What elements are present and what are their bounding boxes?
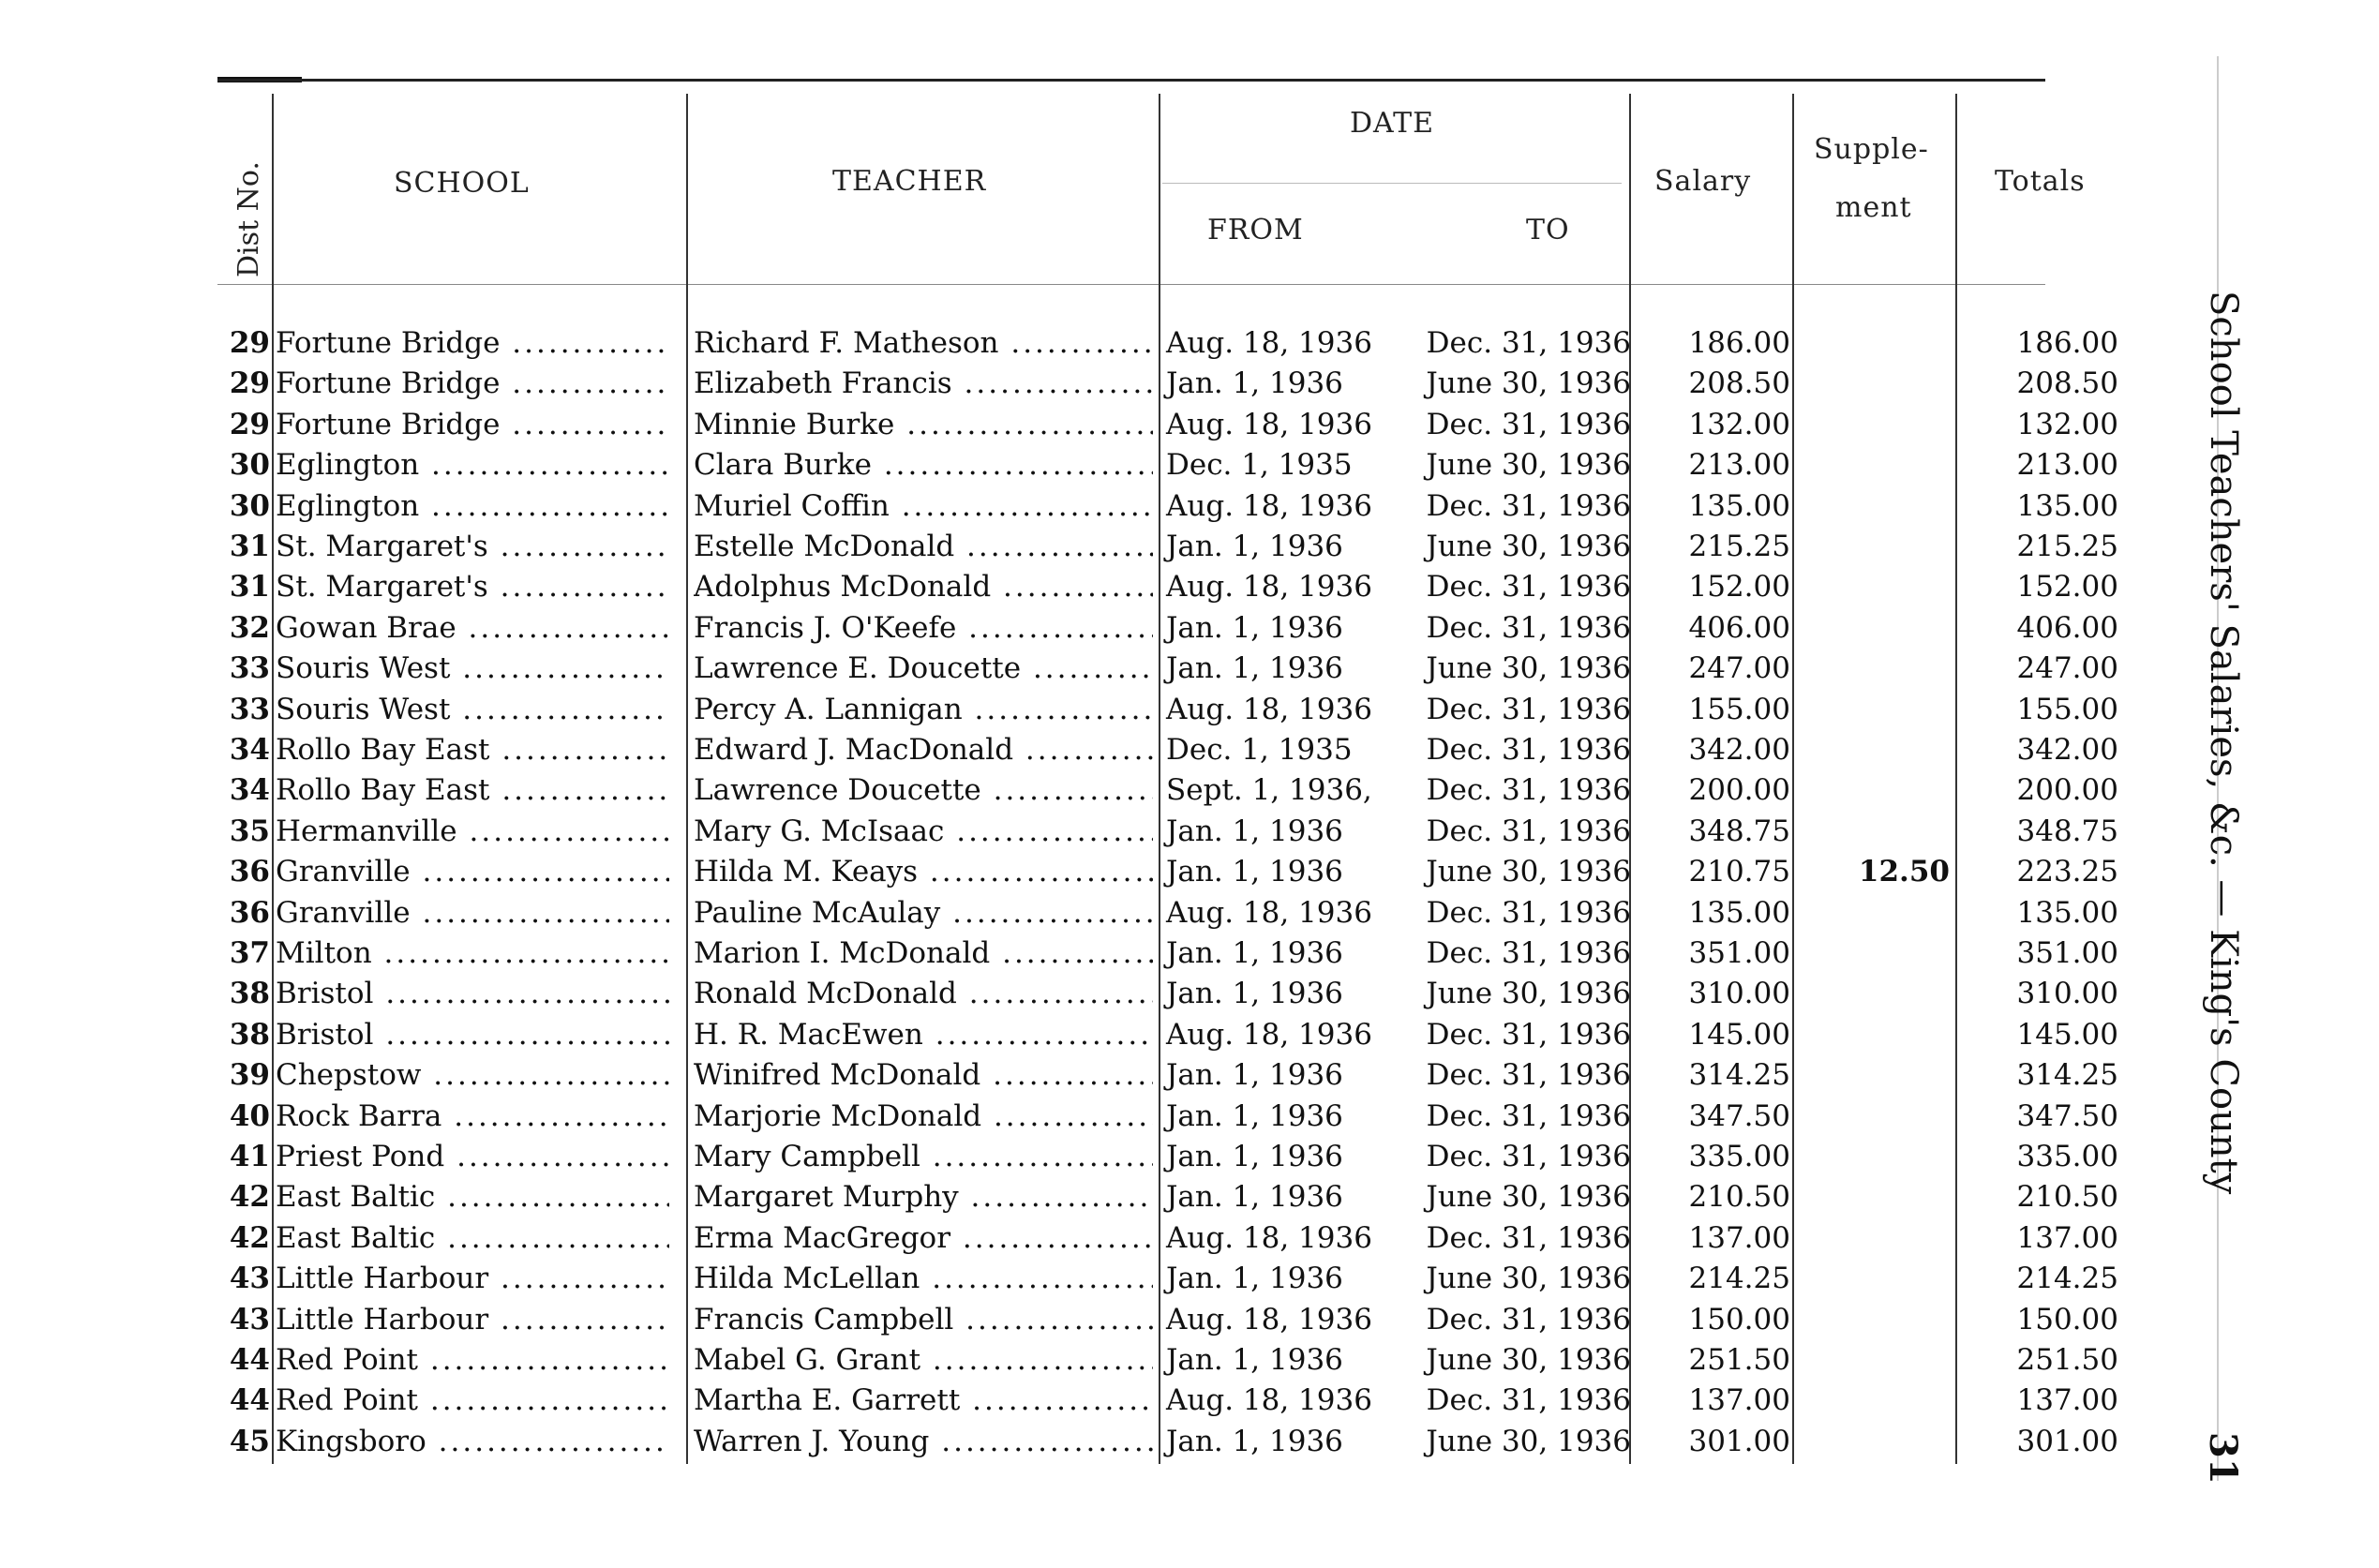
school-cell: Rollo Bay East ..... [276,730,669,770]
dist-no-cell: 33 [229,692,270,726]
dist-no-cell: 35 [229,814,270,848]
teacher-cell: Muriel Coffin ..... [694,486,1153,527]
date-to-cell: Dec. 31, 1936 [1426,895,1631,930]
table-row [0,486,2156,527]
date-to-cell: Dec. 31, 1936 [1426,610,1631,645]
total-cell: 214.25 [2016,1262,2118,1296]
teacher-cell: Lawrence E. Doucette ..... [694,649,1153,689]
dist-no-cell: 32 [229,610,270,645]
salary-cell: 247.00 [1688,651,1790,686]
date-to-cell: Dec. 31, 1936 [1426,1098,1631,1133]
salary-cell: 210.75 [1688,855,1790,889]
school-cell: Granville ..... [276,893,669,933]
total-cell: 200.00 [2016,773,2118,808]
school-cell: East Baltic ..... [276,1177,669,1217]
date-from-cell: Jan. 1, 1936 [1166,1180,1343,1215]
salary-cell: 135.00 [1688,895,1790,930]
table-row [0,1259,2156,1299]
date-to-cell: June 30, 1936 [1426,1424,1631,1458]
teacher-cell: Erma MacGregor ..... [694,1218,1153,1259]
total-cell: 347.50 [2016,1098,2118,1133]
total-cell: 145.00 [2016,1017,2118,1052]
header-supplement-2: ment [1835,191,1912,224]
date-to-cell: June 30, 1936 [1426,855,1631,889]
header-to: TO [1526,214,1570,246]
teacher-cell: Ronald McDonald ..... [694,974,1153,1014]
header-supplement-1: Supple- [1814,133,1929,166]
salary-cell: 301.00 [1688,1424,1790,1458]
total-cell: 223.25 [2016,855,2118,889]
dist-no-cell: 43 [229,1262,270,1296]
school-cell: Chepstow ..... [276,1055,669,1096]
dist-no-cell: 42 [229,1220,270,1255]
total-cell: 406.00 [2016,610,2118,645]
table-row [0,1097,2156,1137]
salary-cell: 152.00 [1688,570,1790,605]
total-cell: 213.00 [2016,448,2118,483]
date-to-cell: Dec. 31, 1936 [1426,1140,1631,1173]
dist-no-cell: 37 [229,936,270,970]
dist-no-cell: 38 [229,1017,270,1052]
date-from-cell: Jan. 1, 1936 [1166,366,1343,401]
table-row [0,1137,2156,1177]
date-to-cell: Dec. 31, 1936 [1426,692,1631,726]
table-row [0,364,2156,404]
table-row [0,770,2156,811]
dist-no-cell: 42 [229,1180,270,1215]
date-from-cell: Aug. 18, 1936 [1166,1302,1372,1337]
dist-no-cell: 36 [229,855,270,889]
school-cell: Little Harbour ..... [276,1259,669,1299]
dist-no-cell: 29 [229,407,270,441]
date-from-cell: Jan. 1, 1936 [1166,1343,1343,1377]
dist-no-cell: 34 [229,773,270,808]
total-cell: 137.00 [2016,1220,2118,1255]
total-cell: 314.25 [2016,1058,2118,1093]
salary-cell: 208.50 [1688,366,1790,401]
dist-no-cell: 29 [229,326,270,360]
date-from-cell: Sept. 1, 1936, [1166,773,1372,808]
date-to-cell: June 30, 1936 [1426,366,1631,401]
dist-no-cell: 30 [229,488,270,523]
dist-no-cell: 45 [229,1424,270,1458]
date-from-cell: Jan. 1, 1936 [1166,855,1343,889]
date-to-cell: Dec. 31, 1936 [1426,488,1631,523]
table-row [0,974,2156,1014]
total-cell: 348.75 [2016,814,2118,848]
school-cell: Gowan Brae ..... [276,608,669,649]
dist-no-cell: 43 [229,1302,270,1337]
dist-no-cell: 34 [229,733,270,767]
school-cell: Fortune Bridge ..... [276,405,669,445]
date-from-cell: Aug. 18, 1936 [1166,1220,1372,1255]
date-from-cell: Aug. 18, 1936 [1166,895,1372,930]
date-from-cell: Aug. 18, 1936 [1166,326,1372,360]
table-row [0,933,2156,974]
date-to-cell: Dec. 31, 1936 [1426,1302,1631,1337]
table-row [0,730,2156,770]
school-cell: Eglington ..... [276,445,669,485]
date-to-cell: Dec. 31, 1936 [1426,326,1631,360]
date-to-cell: Dec. 31, 1936 [1426,1220,1631,1255]
school-cell: Fortune Bridge ..... [276,323,669,364]
table-row [0,527,2156,567]
date-to-cell: June 30, 1936 [1426,1262,1631,1296]
salary-cell: 251.50 [1688,1343,1790,1377]
salary-cell: 132.00 [1688,407,1790,441]
total-cell: 251.50 [2016,1343,2118,1377]
table-row [0,1300,2156,1340]
header-dist-no: Dist No. [232,161,265,277]
school-cell: Fortune Bridge ..... [276,364,669,404]
school-cell: Red Point ..... [276,1381,669,1421]
total-cell: 208.50 [2016,366,2118,401]
date-to-cell: June 30, 1936 [1426,1180,1631,1215]
date-to-cell: Dec. 31, 1936 [1426,1058,1631,1093]
teacher-cell: Mary G. McIsaac ..... [694,812,1153,852]
table-row [0,323,2156,364]
date-from-cell: Aug. 18, 1936 [1166,692,1372,726]
salary-cell: 348.75 [1688,814,1790,848]
teacher-cell: Mary Campbell ..... [694,1137,1153,1177]
salary-cell: 150.00 [1688,1302,1790,1337]
school-cell: Red Point ..... [276,1340,669,1381]
dist-no-cell: 31 [229,530,270,563]
date-from-cell: Jan. 1, 1936 [1166,1140,1343,1173]
date-from-cell: Jan. 1, 1936 [1166,977,1343,1011]
school-cell: Milton ..... [276,933,669,974]
date-from-cell: Jan. 1, 1936 [1166,1058,1343,1093]
date-to-cell: Dec. 31, 1936 [1426,407,1631,441]
teacher-cell: Adolphus McDonald ..... [694,567,1153,607]
teacher-cell: Marjorie McDonald ..... [694,1097,1153,1137]
date-to-cell: Dec. 31, 1936 [1426,773,1631,808]
total-cell: 210.50 [2016,1180,2118,1215]
date-to-cell: June 30, 1936 [1426,1343,1631,1377]
date-from-cell: Jan. 1, 1936 [1166,936,1343,970]
date-rule [1162,183,1622,184]
total-cell: 132.00 [2016,407,2118,441]
table-row [0,690,2156,730]
date-from-cell: Aug. 18, 1936 [1166,1017,1372,1052]
school-cell: Eglington ..... [276,486,669,527]
school-cell: Souris West ..... [276,690,669,730]
school-cell: Bristol ..... [276,1015,669,1055]
teacher-cell: Elizabeth Francis ..... [694,364,1153,404]
salary-cell: 310.00 [1688,977,1790,1011]
salary-cell: 200.00 [1688,773,1790,808]
header-school: SCHOOL [394,167,530,200]
table-row [0,649,2156,689]
salary-cell: 210.50 [1688,1180,1790,1215]
salary-cell: 347.50 [1688,1098,1790,1133]
salary-cell: 137.00 [1688,1383,1790,1418]
date-from-cell: Aug. 18, 1936 [1166,407,1372,441]
total-cell: 335.00 [2016,1140,2118,1173]
date-to-cell: June 30, 1936 [1426,977,1631,1011]
salary-cell: 186.00 [1688,326,1790,360]
date-from-cell: Jan. 1, 1936 [1166,651,1343,686]
header-totals: Totals [1995,165,2086,198]
teacher-cell: H. R. MacEwen ..... [694,1015,1153,1055]
header-salary: Salary [1654,165,1752,198]
school-cell: Rock Barra ..... [276,1097,669,1137]
teacher-cell: Hilda McLellan ..... [694,1259,1153,1299]
table-row [0,1218,2156,1259]
school-cell: St. Margaret's ..... [276,567,669,607]
salary-cell: 137.00 [1688,1220,1790,1255]
dist-no-cell: 44 [229,1383,270,1418]
date-from-cell: Jan. 1, 1936 [1166,530,1343,563]
header-rule [217,284,2045,285]
table-row [0,608,2156,649]
table-row [0,567,2156,607]
salary-cell: 335.00 [1688,1140,1790,1173]
teacher-cell: Lawrence Doucette ..... [694,770,1153,811]
table-row [0,852,2156,892]
date-to-cell: Dec. 31, 1936 [1426,814,1631,848]
date-from-cell: Jan. 1, 1936 [1166,1098,1343,1133]
dist-no-cell: 31 [229,570,270,605]
date-to-cell: Dec. 31, 1936 [1426,1017,1631,1052]
date-from-cell: Jan. 1, 1936 [1166,1424,1343,1458]
school-cell: St. Margaret's ..... [276,527,669,567]
salary-cell: 351.00 [1688,936,1790,970]
salary-cell: 342.00 [1688,733,1790,767]
teacher-cell: Margaret Murphy ..... [694,1177,1153,1217]
date-to-cell: June 30, 1936 [1426,651,1631,686]
side-running-title: School Teachers' Salaries, &c. — King's County [2202,291,2245,1195]
dist-no-cell: 44 [229,1343,270,1377]
table-row [0,893,2156,933]
teacher-cell: Marion I. McDonald ..... [694,933,1153,974]
dist-no-cell: 36 [229,895,270,930]
teacher-cell: Richard F. Matheson ..... [694,323,1153,364]
salary-cell: 155.00 [1688,692,1790,726]
school-cell: Priest Pond ..... [276,1137,669,1177]
dist-no-cell: 29 [229,366,270,401]
school-cell: Kingsboro ..... [276,1422,669,1462]
salary-cell: 135.00 [1688,488,1790,523]
date-from-cell: Dec. 1, 1935 [1166,448,1353,483]
total-cell: 215.25 [2016,530,2118,563]
total-cell: 150.00 [2016,1302,2118,1337]
dist-no-cell: 41 [229,1140,270,1173]
date-to-cell: Dec. 31, 1936 [1426,1383,1631,1418]
teacher-cell: Francis J. O'Keefe ..... [694,608,1153,649]
dist-no-cell: 40 [229,1098,270,1133]
total-cell: 155.00 [2016,692,2118,726]
total-cell: 342.00 [2016,733,2118,767]
header-date: DATE [1350,107,1434,140]
supplement-cell: 12.50 [1858,855,1950,889]
teacher-cell: Percy A. Lannigan ..... [694,690,1153,730]
teacher-cell: Martha E. Garrett ..... [694,1381,1153,1421]
date-to-cell: Dec. 31, 1936 [1426,570,1631,605]
table-row [0,812,2156,852]
teacher-cell: Hilda M. Keays ..... [694,852,1153,892]
date-to-cell: Dec. 31, 1936 [1426,936,1631,970]
date-from-cell: Jan. 1, 1936 [1166,610,1343,645]
total-cell: 247.00 [2016,651,2118,686]
table-row [0,1381,2156,1421]
teacher-cell: Edward J. MacDonald ..... [694,730,1153,770]
total-cell: 301.00 [2016,1424,2118,1458]
teacher-cell: Francis Campbell ..... [694,1300,1153,1340]
table-row [0,445,2156,485]
salary-cell: 145.00 [1688,1017,1790,1052]
date-from-cell: Aug. 18, 1936 [1166,1383,1372,1418]
table-row [0,405,2156,445]
salary-cell: 406.00 [1688,610,1790,645]
table-row [0,1340,2156,1381]
top-rule [217,79,2045,82]
total-cell: 351.00 [2016,936,2118,970]
teacher-cell: Clara Burke ..... [694,445,1153,485]
total-cell: 310.00 [2016,977,2118,1011]
school-cell: Little Harbour ..... [276,1300,669,1340]
teacher-cell: Mabel G. Grant ..... [694,1340,1153,1381]
teacher-cell: Winifred McDonald ..... [694,1055,1153,1096]
total-cell: 135.00 [2016,895,2118,930]
page-number: 31 [2201,1432,2245,1485]
total-cell: 135.00 [2016,488,2118,523]
total-cell: 137.00 [2016,1383,2118,1418]
dist-no-cell: 39 [229,1058,270,1093]
dist-no-cell: 38 [229,977,270,1011]
dist-no-cell: 33 [229,651,270,686]
date-to-cell: June 30, 1936 [1426,530,1631,563]
school-cell: Hermanville ..... [276,812,669,852]
header-from: FROM [1207,214,1304,246]
teacher-cell: Warren J. Young ..... [694,1422,1153,1462]
school-cell: Bristol ..... [276,974,669,1014]
date-to-cell: Dec. 31, 1936 [1426,733,1631,767]
date-from-cell: Dec. 1, 1935 [1166,733,1353,767]
school-cell: Souris West ..... [276,649,669,689]
header-teacher: TEACHER [832,165,987,198]
date-from-cell: Aug. 18, 1936 [1166,570,1372,605]
table-row [0,1177,2156,1217]
teacher-cell: Pauline McAulay ..... [694,893,1153,933]
total-cell: 186.00 [2016,326,2118,360]
dist-no-cell: 30 [229,448,270,483]
teacher-cell: Estelle McDonald ..... [694,527,1153,567]
teacher-cell: Minnie Burke ..... [694,405,1153,445]
school-cell: East Baltic ..... [276,1218,669,1259]
table-row [0,1015,2156,1055]
date-to-cell: June 30, 1936 [1426,448,1631,483]
date-from-cell: Jan. 1, 1936 [1166,814,1343,848]
date-from-cell: Aug. 18, 1936 [1166,488,1372,523]
table-row [0,1055,2156,1096]
date-from-cell: Jan. 1, 1936 [1166,1262,1343,1296]
salary-cell: 214.25 [1688,1262,1790,1296]
school-cell: Rollo Bay East ..... [276,770,669,811]
table-row [0,1422,2156,1462]
salary-cell: 215.25 [1688,530,1790,563]
total-cell: 152.00 [2016,570,2118,605]
salary-cell: 213.00 [1688,448,1790,483]
school-cell: Granville ..... [276,852,669,892]
salary-cell: 314.25 [1688,1058,1790,1093]
